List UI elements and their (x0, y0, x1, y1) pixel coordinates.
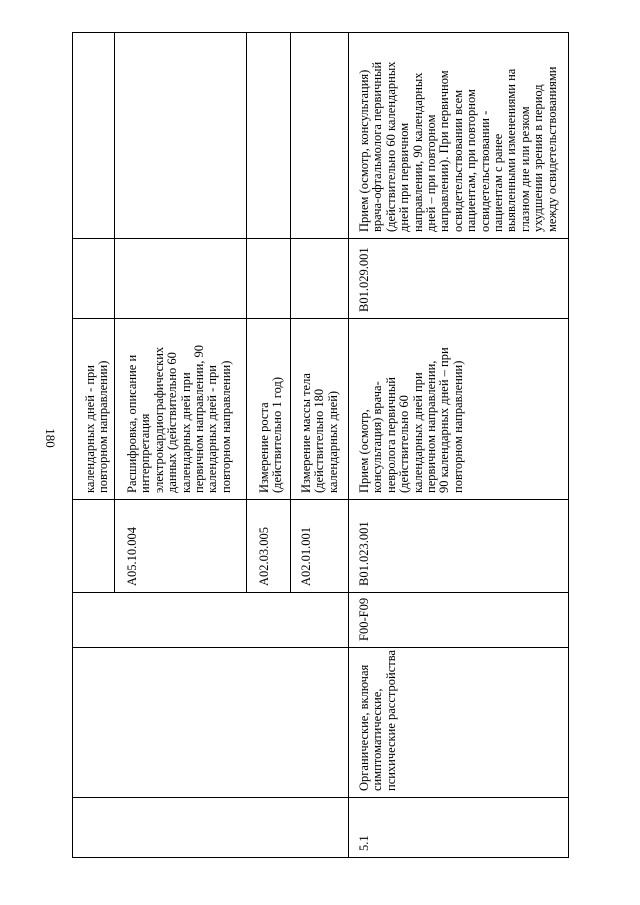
col-line-f (72, 647, 569, 648)
ecg-service: Расшифровка, описание и интерпретация электрокардиографических данных (действительно 60 календарных дней при первичном направлении, 90 календарных дней - при повторном направлении) (125, 344, 233, 493)
row-line-height (246, 32, 247, 592)
service-code-neurologist: B01.023.001 (357, 521, 371, 586)
col-line-e (72, 592, 569, 593)
disease-group: Органические, включая симптоматические, психические расстройства (357, 650, 398, 791)
height-service: Измерение роста (действительно 1 год) (257, 377, 285, 493)
table-border-top (72, 32, 73, 858)
col-line-c (72, 318, 569, 319)
icd-codes: F00-F09 (357, 597, 371, 641)
prev-service-tail: календарных дней - при повторном направлении) (83, 360, 111, 493)
service-ophthalmologist: Прием (осмотр, консультация) врача-офтальмолога первичный (действительно 60 календарных дней при первичном направлении, 90 календарных дней – при повторном направлении). При первичном освидетельствовании всем пациентам, при повторном освидетельствовании - пациентам с ранее выявленными изменениями на глазном дне или резком ухудшении зрения в период между освидетельствованиями (357, 61, 559, 232)
row-line-51 (348, 32, 349, 858)
ecg-code: A05.10.004 (125, 526, 139, 586)
row-line-weight (290, 32, 291, 592)
row-number: 5.1 (357, 835, 371, 851)
col-line-a (72, 32, 569, 33)
service-code-ophthalmologist: B01.029.001 (357, 247, 371, 312)
weight-code: A02.01.001 (299, 526, 313, 586)
service-neurologist: Прием (осмотр, консультация) врача- невролога первичный (действительно 60 календарных дней при первичном направлении, 90 календарных дней – при повторном направлении) (357, 347, 465, 493)
col-line-b (72, 238, 569, 239)
weight-service: Измерение массы тела (действительно 180 календарных дней) (299, 373, 340, 493)
col-line-g (72, 797, 569, 798)
col-line-h (72, 857, 569, 858)
height-code: A02.03.005 (257, 526, 271, 586)
row-line-ecg (114, 32, 115, 592)
table-border-bottom (568, 32, 569, 858)
page-number: 180 (42, 428, 58, 448)
col-line-d (72, 499, 569, 500)
